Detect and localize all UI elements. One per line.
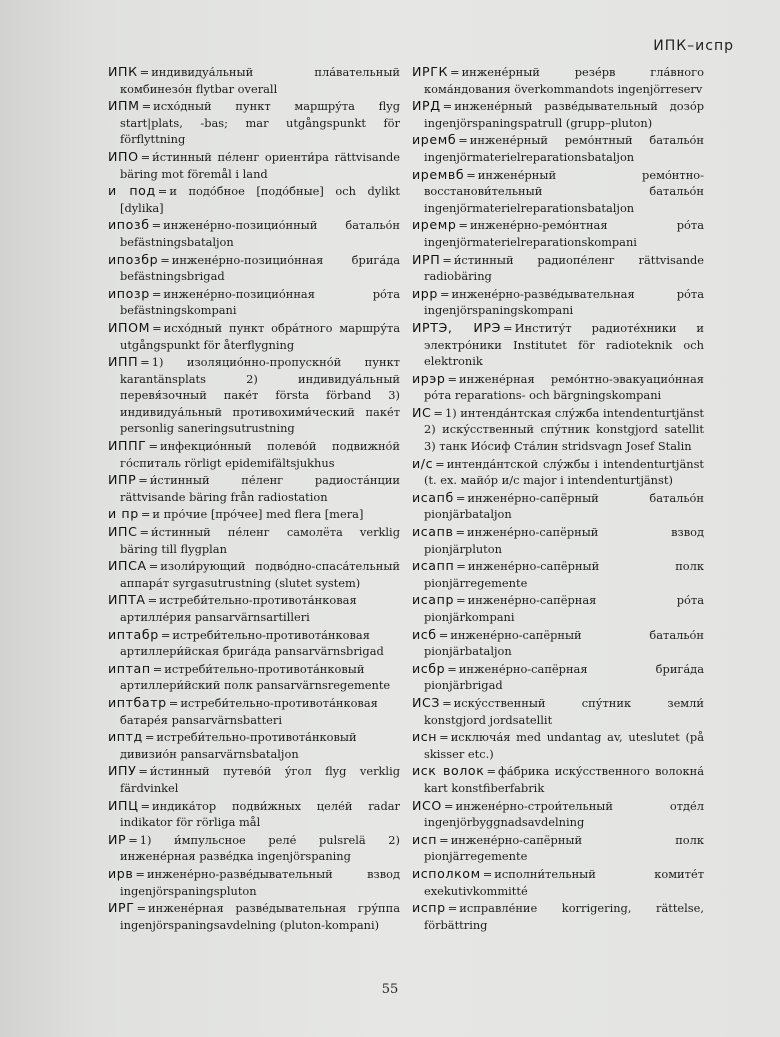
dictionary-entry <box>412 490 704 523</box>
entry-headword: иптабр <box>108 626 159 642</box>
equals-sign: = <box>147 593 158 608</box>
entry-definition: 1) интенда́нтская слу́жба intendenturtjänst 2) иску́сственный спу́тник konstgjord satellit 3) танк Ио́сиф Ста́лин stridsvagn Josef Stalin <box>424 405 704 454</box>
entry-definition: и про́чие [про́чее] med flera [mera] <box>152 507 364 522</box>
dictionary-entry <box>412 627 704 660</box>
entry-definition: инжене́рно-сапёрный полк pionjärregemente <box>424 559 704 590</box>
dictionary-entry <box>108 592 400 625</box>
entry-headword: ИПО <box>108 148 139 164</box>
entry-definition: истреби́тельно-противота́нковая артилле́рия pansarvärnsartilleri <box>120 593 357 624</box>
equals-sign: = <box>152 320 162 335</box>
dictionary-entry <box>108 524 400 557</box>
entry-headword: исполком <box>412 865 481 881</box>
entry-definition: инжене́рно-позицио́нная ро́та befästningskompani <box>120 286 400 318</box>
dictionary-entry <box>412 371 704 404</box>
entry-headword: исапб <box>412 489 454 505</box>
entry-headword: ИСО <box>412 797 442 813</box>
dictionary-entry <box>108 506 400 523</box>
equals-sign: = <box>138 764 148 779</box>
entry-definition: истреби́тельно-противота́нковый артиллери́йский полк pansarvärnsregemente <box>120 661 391 693</box>
dictionary-entry <box>108 252 400 285</box>
entry-headword: ИСЗ <box>412 694 441 710</box>
entry-definition: инжене́рный ремо́нтный батальо́н ingenjörmaterielreparationsbataljon <box>424 133 704 164</box>
equals-sign: = <box>503 320 513 335</box>
running-head: ИПК–испр <box>653 38 734 54</box>
entry-headword: ИПП <box>108 354 139 370</box>
equals-sign: = <box>442 252 452 267</box>
dictionary-entry <box>412 167 704 217</box>
entry-headword: ипозбр <box>108 251 159 267</box>
entry-headword: иптд <box>108 729 143 745</box>
equals-sign: = <box>141 99 152 114</box>
equals-sign: = <box>435 456 445 471</box>
equals-sign: = <box>128 832 138 847</box>
entry-definition: инжене́рно-строи́тельный отде́л ingenjörbyggnadsavdelning <box>424 798 704 830</box>
entry-headword: ипозр <box>108 285 150 301</box>
entry-definition: инжене́рно-позицио́нная брига́да befästningsbrigad <box>120 252 400 284</box>
entry-definition: инжене́рно-сапёрная брига́да pionjärbrigad <box>424 661 704 693</box>
dictionary-entry <box>108 798 400 831</box>
entry-definition: исхо́дный пункт маршру́та flyg start|plats, -bas; mar utgångspunkt för förflyttning <box>120 99 400 147</box>
equals-sign: = <box>157 184 168 199</box>
equals-sign: = <box>466 167 476 182</box>
entry-headword: и/с <box>412 455 434 471</box>
equals-sign: = <box>438 627 449 642</box>
entry-definition: инжене́рно-сапёрная ро́та pionjärkompani <box>424 593 704 624</box>
entry-headword: исн <box>412 729 438 745</box>
entry-definition: и́стинный пе́ленг самолёта verklig bäring till flygplan <box>120 525 400 556</box>
dictionary-entry <box>108 832 400 865</box>
dictionary-entry <box>412 217 704 250</box>
entry-headword: иптап <box>108 660 151 676</box>
equals-sign: = <box>442 99 453 114</box>
equals-sign: = <box>433 405 443 420</box>
entry-definition: истреби́тельно-противота́нковая батаре́я pansarvärnsbatteri <box>120 695 378 727</box>
dictionary-entry <box>108 627 400 660</box>
entry-definition: и́стинный радиопе́ленг rättvisande radiobäring <box>424 252 704 284</box>
entry-definition: инжене́рный ремо́нтно-восстанови́тельный батальо́н ingenjörmaterielreparationsbataljon <box>424 167 704 215</box>
entry-headword: ИПР <box>108 472 137 488</box>
dictionary-entry <box>412 729 704 762</box>
entry-headword: ИРП <box>412 251 441 267</box>
equals-sign: = <box>148 559 159 574</box>
entry-definition: изоли́рующий подво́дно-спаса́тельный аппара́т syrgasutrustning (slutet system) <box>120 559 400 590</box>
entry-headword: ирэр <box>412 370 446 386</box>
entry-headword: ИРТЭ, ИРЭ <box>412 319 502 335</box>
equals-sign: = <box>139 525 150 540</box>
dictionary-entry <box>412 763 704 796</box>
dictionary-entry <box>108 558 400 591</box>
equals-sign: = <box>455 525 466 540</box>
equals-sign: = <box>140 355 150 370</box>
entry-headword: ИПУ <box>108 763 137 779</box>
entry-definition: инжене́рная разве́дывательная гру́ппа ingenjörspaningsavdelning (pluton-kompani) <box>120 901 400 932</box>
dictionary-entry <box>412 320 704 370</box>
equals-sign: = <box>458 133 468 148</box>
equals-sign: = <box>139 65 150 79</box>
equals-sign: = <box>482 866 493 881</box>
entry-definition: истреби́тельно-противота́нковый дивизио́н pansarvärnsbataljon <box>120 730 357 761</box>
entry-definition: интенда́нтской слу́жбы i intendenturtjänst (t. ex. майо́р и/с major i intendenturtjänst) <box>424 456 704 488</box>
entry-definition: инжене́рно-ремо́нтная ро́та ingenjörmaterielreparationskompani <box>424 218 704 249</box>
equals-sign: = <box>442 695 452 710</box>
equals-sign: = <box>168 695 179 710</box>
entry-definition: инжене́рно-сапёрный батальо́н pionjärbataljon <box>424 490 704 522</box>
dictionary-entry <box>108 472 400 505</box>
entry-headword: исапв <box>412 524 454 540</box>
entry-definition: и́стинный пе́ленг ориенти́ра rättvisande bäring mot föremål i land <box>120 149 400 181</box>
entry-definition: истреби́тельно-противота́нковая артиллери́йская брига́да pansarvärnsbrigad <box>120 627 384 659</box>
entry-headword: ирв <box>108 865 134 881</box>
entry-definition: инжене́рно-позицио́нный батальо́н befästningsbataljon <box>120 218 400 249</box>
equals-sign: = <box>151 218 162 233</box>
entry-definition: инжене́рно-сапёрный взвод pionjärpluton <box>424 525 704 556</box>
entry-headword: ИРД <box>412 98 441 114</box>
entry-headword: ИПОМ <box>108 319 151 335</box>
dictionary-entry <box>412 661 704 694</box>
entry-headword: ирр <box>412 285 438 301</box>
dictionary-entry <box>108 183 400 216</box>
equals-sign: = <box>443 798 454 813</box>
equals-sign: = <box>148 439 158 454</box>
equals-sign: = <box>152 661 163 676</box>
entry-headword: иремр <box>412 217 457 233</box>
equals-sign: = <box>160 627 171 642</box>
dictionary-entry <box>108 320 400 353</box>
entry-headword: ИР <box>108 831 127 847</box>
dictionary-entry <box>108 900 400 933</box>
equals-sign: = <box>447 661 457 676</box>
entry-headword: ИПТА <box>108 592 146 608</box>
dictionary-entry <box>412 132 704 165</box>
dictionary-entry <box>108 64 400 97</box>
entry-definition: инжене́рно-сапёрный полк pionjärregemente <box>424 832 704 864</box>
page-number: 55 <box>381 982 399 997</box>
entry-definition: фа́брика иску́сственного волокна́ kart konstfiberfabrik <box>424 764 705 795</box>
equals-sign: = <box>138 473 148 488</box>
dictionary-entry <box>108 729 400 762</box>
equals-sign: = <box>160 252 170 267</box>
equals-sign: = <box>450 65 460 79</box>
dictionary-entry <box>108 866 400 899</box>
equals-sign: = <box>135 866 145 881</box>
equals-sign: = <box>455 490 466 505</box>
entry-definition: инжене́рно-разве́дывательная ро́та ingenjörspaningskompani <box>424 286 704 318</box>
equals-sign: = <box>151 286 162 301</box>
entry-definition: исполни́тельный комите́т exekutivkommitté <box>424 866 704 898</box>
entry-headword: ИПЦ <box>108 797 139 813</box>
equals-sign: = <box>447 371 458 386</box>
entry-definition: инжене́рный резе́рв гла́вного кома́ндования överkommandots ingenjörreserv <box>424 65 704 96</box>
entry-headword: и пр <box>108 506 139 522</box>
equals-sign: = <box>439 730 449 745</box>
entry-definition: 1) изоляцио́нно-пропускно́й пункт karantänsplats 2) индивидуа́льный перевя́зочный паке́т första förband 3) индивидуа́льный противохими́ческий паке́т personlig saneringsutrustning <box>120 355 400 436</box>
entry-headword: ИС <box>412 404 432 420</box>
entry-headword: испр <box>412 900 446 916</box>
entry-definition: Институ́т радиоте́хники и электро́ники Institutet för radioteknik och elektronik <box>424 320 704 369</box>
entry-definition: инжене́рная ремо́нтно-эвакуацио́нная ро́та reparations- och bärgningskompani <box>424 371 704 403</box>
dictionary-entry <box>412 98 704 131</box>
entry-headword: исапп <box>412 558 455 574</box>
equals-sign: = <box>447 901 458 916</box>
entry-headword: иптбатр <box>108 694 167 710</box>
entry-headword: исп <box>412 831 438 847</box>
entry-headword: ИРГК <box>412 64 449 79</box>
dictionary-entry <box>412 456 704 489</box>
equals-sign: = <box>439 832 449 847</box>
entry-definition: индивидуа́льный пла́вательный комбинезо́н flytbar overall <box>120 65 400 96</box>
entry-definition: инфекцио́нный полево́й подвижно́й го́спиталь rörligt epidemifältsjukhus <box>120 439 400 470</box>
dictionary-entry <box>412 592 704 625</box>
dictionary-entry <box>412 866 704 899</box>
entry-headword: ИПСА <box>108 558 147 574</box>
dictionary-entry <box>412 900 704 933</box>
entry-headword: иск волок <box>412 763 485 779</box>
equals-sign: = <box>144 730 155 745</box>
entry-definition: иску́сственный спу́тник земли́ konstgjord jordsatellit <box>424 695 704 727</box>
dictionary-entry <box>108 354 400 437</box>
dictionary-entry <box>412 558 704 591</box>
entry-definition: инжене́рный разве́дывательный дозо́р ingenjörspaningspatrull (grupp–pluton) <box>424 99 704 130</box>
entry-headword: ИПК <box>108 64 138 79</box>
entry-definition: исключа́я med undantag av, uteslutet (på skisser etc.) <box>424 730 704 761</box>
right-column <box>412 64 704 934</box>
equals-sign: = <box>136 901 147 916</box>
entry-headword: иремвб <box>412 166 465 182</box>
entry-definition: инжене́рно-разве́дывательный взвод ingenjörspaningspluton <box>120 866 400 898</box>
entry-headword: и под <box>108 183 156 199</box>
dictionary-entry <box>108 217 400 250</box>
dictionary-entry <box>108 438 400 471</box>
dictionary-entry <box>108 149 400 182</box>
entry-definition: инжене́рно-сапёрный батальо́н pionjärbataljon <box>424 627 704 659</box>
dictionary-entry <box>412 832 704 865</box>
dictionary-entry <box>412 524 704 557</box>
dictionary-entry <box>108 98 400 148</box>
equals-sign: = <box>456 593 466 608</box>
equals-sign: = <box>458 218 468 233</box>
entry-headword: исапр <box>412 592 455 608</box>
entry-headword: ИПС <box>108 524 138 540</box>
entry-definition: и подо́бное [подо́бные] och dylikt [dylika] <box>120 184 400 215</box>
dictionary-entry <box>412 798 704 831</box>
left-column <box>108 64 400 934</box>
equals-sign: = <box>140 507 151 522</box>
entry-headword: иремб <box>412 132 457 148</box>
dictionary-entry <box>108 286 400 319</box>
entry-definition: индика́тор подви́жных целе́й radar indikator för rörliga mål <box>120 798 400 830</box>
dictionary-entry <box>108 763 400 796</box>
entry-definition: 1) и́мпульсное реле́ pulsrelä 2) инжене́рная разве́дка ingenjörspaning <box>120 832 400 864</box>
dictionary-entry <box>412 64 704 97</box>
dictionary-entry <box>412 252 704 285</box>
equals-sign: = <box>140 149 151 164</box>
entry-definition: и́стинный пе́ленг радиоста́нции rättvisande bäring från radiostation <box>120 473 400 504</box>
dictionary-entry <box>412 286 704 319</box>
entry-headword: исб <box>412 626 437 642</box>
entry-definition: исхо́дный пункт обра́тного маршру́та utgångspunkt för återflygning <box>120 320 400 352</box>
entry-headword: ИРГ <box>108 900 135 916</box>
entry-headword: ипозб <box>108 217 150 233</box>
entry-definition: исправле́ние korrigering, rättelse, förbättring <box>424 901 704 932</box>
dictionary-entry <box>108 661 400 694</box>
equals-sign: = <box>486 764 496 779</box>
dictionary-entry <box>412 695 704 728</box>
entry-definition: и́стинный путево́й у́гол flyg verklig färdvinkel <box>120 764 400 795</box>
dictionary-entry <box>108 695 400 728</box>
equals-sign: = <box>456 559 466 574</box>
equals-sign: = <box>439 286 450 301</box>
equals-sign: = <box>140 798 151 813</box>
dictionary-entry <box>412 405 704 455</box>
entry-headword: исбр <box>412 660 446 676</box>
entry-headword: ИППГ <box>108 438 147 454</box>
entry-headword: ИПМ <box>108 98 140 114</box>
